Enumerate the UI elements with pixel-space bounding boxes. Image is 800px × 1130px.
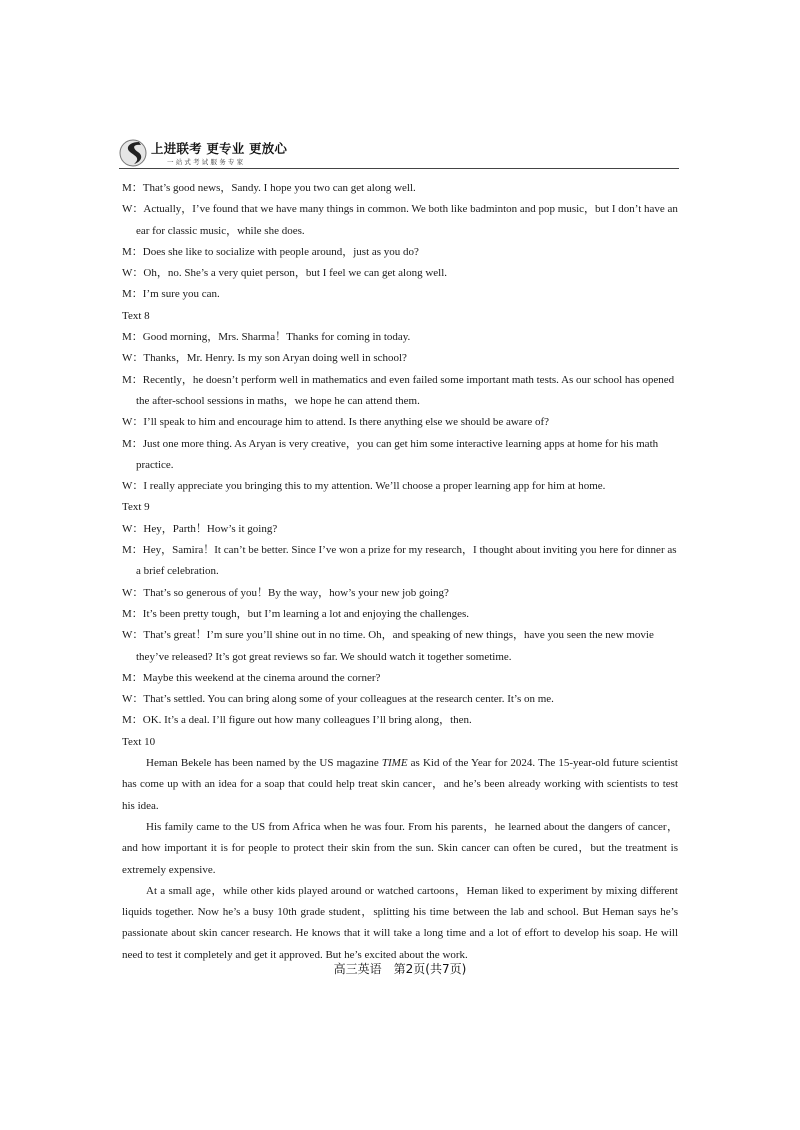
page-footer: 高三英语 第2页(共7页) bbox=[333, 962, 467, 976]
transcript-line: M：OK. It’s a deal. I’ll figure out how many colleagues I’ll bring along，then. bbox=[122, 714, 472, 727]
transcript-line: W：Actually，I’ve found that we have many things in common. We both like badminton and pop music，but I don’t have an ear for classic music，while she does. bbox=[122, 203, 678, 237]
transcript-line: M：Good morning，Mrs. Sharma！Thanks for coming in today. bbox=[122, 331, 411, 344]
transcript-line: M：Does she like to socialize with people around，just as you do? bbox=[122, 245, 419, 258]
header-subtitle: 一站式考试服务专家 bbox=[167, 158, 246, 166]
passage-paragraph: Heman Bekele has been named by the US magazine TIME as Kid of the Year for 2024. The 15-year-old future scientist has come up with an idea for a soap that could help treat skin cancer，and he’s been already working with scientists to test his idea. bbox=[122, 757, 678, 812]
transcript-line: W：That’s settled. You can bring along some of your colleagues at the research center. It’s on me. bbox=[122, 693, 554, 706]
transcript-line: M：It’s been pretty tough，but I’m learning a lot and enjoying the challenges. bbox=[122, 607, 470, 620]
transcript-line: M：Maybe this weekend at the cinema around the corner? bbox=[122, 671, 381, 684]
section-heading: Text 9 bbox=[122, 501, 150, 514]
transcript-line: M：That’s good news，Sandy. I hope you two can get along well. bbox=[122, 182, 416, 194]
header-divider bbox=[119, 168, 679, 169]
page-header bbox=[119, 136, 679, 170]
transcript-line: M：Just one more thing. As Aryan is very creative，you can get him some interactive learning apps at home for his math practice. bbox=[122, 437, 659, 471]
transcript-line: W：I really appreciate you bringing this to my attention. We’ll choose a proper learning app for him at home. bbox=[122, 480, 606, 493]
transcript-line: M：Hey，Samira！It can’t be better. Since I’ve won a prize for my research，I thought about inviting you here for dinner as a brief celebration. bbox=[122, 544, 677, 578]
transcript-line: W：That’s great！I’m sure you’ll shine out in no time. Oh，and speaking of new things，have you seen the new movie they’ve released? It’s got great reviews so far. We should watch it together sometime. bbox=[122, 629, 654, 663]
header-slogan: 上进联考 更专业 更放心 bbox=[151, 141, 288, 156]
transcript-line: W：That’s so generous of you！By the way，how’s your new job going? bbox=[122, 586, 449, 599]
transcript-line: M：Recently，he doesn’t perform well in mathematics and even failed some important math tests. As our school has opened the after-school sessions in maths，we hope he can attend them. bbox=[122, 373, 675, 407]
brand-logo-icon bbox=[119, 136, 149, 168]
exam-transcript bbox=[122, 178, 678, 966]
transcript-line: W：Oh，no. She’s a very quiet person，but I feel we can get along well. bbox=[122, 267, 448, 280]
transcript-line: W：Thanks，Mr. Henry. Is my son Aryan doing well in school? bbox=[122, 352, 407, 365]
section-heading: Text 10 bbox=[122, 735, 156, 748]
passage-paragraph: His family came to the US from Africa when he was four. From his parents，he learned about the dangers of cancer，and how important it is for people to protect their skin from the sun. Skin cancer can often be cured，but the treatment is extremely expensive. bbox=[122, 820, 678, 876]
section-heading: Text 8 bbox=[122, 309, 150, 322]
transcript-line: W：Hey，Parth！How’s it going? bbox=[122, 522, 278, 535]
transcript-line: M：I’m sure you can. bbox=[122, 288, 220, 301]
transcript-line: W：I’ll speak to him and encourage him to attend. Is there anything else we should be aware of? bbox=[122, 416, 550, 429]
passage-paragraph: At a small age，while other kids played around or watched cartoons，Heman liked to experiment by mixing different liquids together. Now he’s a busy 10th grade student，splitting his time between the lab and school. But Heman says he’s passionate about skin cancer research. He knows that it will take a long time and a lot of effort to develop his soap. He will need to test it completely and get it approved. But he’s excited about the work. bbox=[122, 884, 678, 961]
